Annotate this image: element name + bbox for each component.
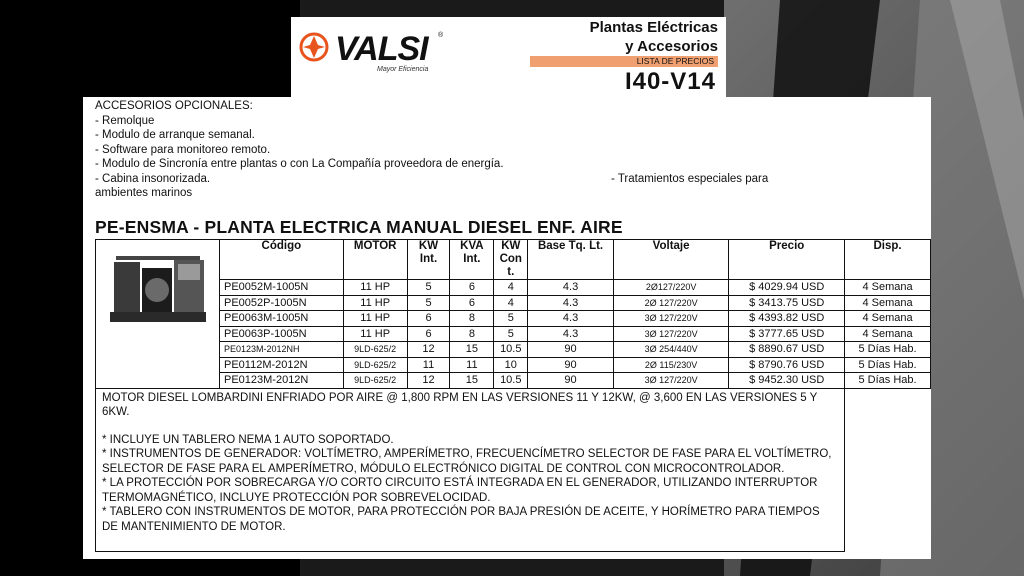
- cell-motor: 11 HP: [343, 280, 407, 296]
- cell-codigo: PE0063M-1005N: [219, 311, 343, 327]
- price-list-header: [291, 17, 726, 97]
- table-row: [96, 311, 931, 327]
- cell-kva-int: 15: [450, 342, 494, 358]
- cell-codigo: PE0063P-1005N: [219, 326, 343, 342]
- table-row: [96, 295, 931, 311]
- header-codigo: Código: [219, 240, 343, 280]
- cell-codigo: PE0052M-1005N: [219, 280, 343, 296]
- cell-voltaje: 2Ø 115/230V: [613, 357, 729, 373]
- cell-codigo: PE0123M-2012NH: [219, 342, 343, 358]
- cell-base-tq: 90: [528, 357, 614, 373]
- cell-codigo: PE0123M-2012N: [219, 373, 343, 389]
- header-kva-int: KVA Int.: [450, 240, 494, 280]
- cell-precio: $ 4393.82 USD: [729, 311, 845, 327]
- cell-voltaje: 3Ø 127/220V: [613, 373, 729, 389]
- brand-slogan: Mayor Eficiencia: [377, 66, 429, 73]
- cell-kva-int: 6: [450, 280, 494, 296]
- cell-motor: 9LD-625/2: [343, 342, 407, 358]
- cell-voltaje: 2Ø127/220V: [613, 280, 729, 296]
- cell-kva-int: 8: [450, 326, 494, 342]
- cell-motor: 11 HP: [343, 311, 407, 327]
- note-bullet: * INSTRUMENTOS DE GENERADOR: VOLTÍMETRO, AMPERÍMETRO, FRECUENCÍMETRO SELECTOR DE FASE PARA EL VOLTÍMETRO, SELECTOR DE FASE PARA EL AMPERÍMETRO, MÓDULO ELECTRÓNICO DIGITAL DE CONTROL CON MICROCONTROLADOR.: [102, 448, 832, 475]
- header-disp: Disp.: [845, 240, 931, 280]
- cell-precio: $ 3777.65 USD: [729, 326, 845, 342]
- generator-image-icon: [104, 252, 210, 330]
- cell-voltaje: 3Ø 127/220V: [613, 326, 729, 342]
- header-title-line2: y Accesorios: [625, 38, 718, 55]
- cell-base-tq: 4.3: [528, 295, 614, 311]
- cell-motor: 11 HP: [343, 326, 407, 342]
- cell-kw-int: 6: [407, 311, 450, 327]
- cell-codigo: PE0052P-1005N: [219, 295, 343, 311]
- brand-name: VALSI: [335, 30, 428, 68]
- cell-kw-int: 12: [407, 342, 450, 358]
- cell-kw-cont: 10.5: [494, 342, 528, 358]
- price-list-code: I40-V14: [624, 68, 716, 95]
- cell-base-tq: 4.3: [528, 280, 614, 296]
- product-table: [95, 239, 931, 552]
- cell-codigo: PE0112M-2012N: [219, 357, 343, 373]
- header-base-tq: Base Tq. Lt.: [528, 240, 614, 280]
- cell-kw-int: 11: [407, 357, 450, 373]
- cell-precio: $ 3413.75 USD: [729, 295, 845, 311]
- cell-disp: 5 Días Hab.: [845, 357, 931, 373]
- cell-kw-cont: 4: [494, 280, 528, 296]
- header-motor: MOTOR: [343, 240, 407, 280]
- accessory-item: - Remolque: [95, 114, 155, 127]
- cell-kw-int: 5: [407, 295, 450, 311]
- cell-kva-int: 6: [450, 295, 494, 311]
- cell-voltaje: 3Ø 127/220V: [613, 311, 729, 327]
- cell-disp: 4 Semana: [845, 295, 931, 311]
- section-title: PE-ENSMA - PLANTA ELECTRICA MANUAL DIESEL ENF. AIRE: [95, 217, 623, 237]
- accessory-item-marine: - Tratamientos especiales para: [611, 173, 769, 185]
- valsi-logo-icon: [299, 32, 329, 62]
- product-notes: [96, 388, 845, 551]
- cell-motor: 9LD-625/2: [343, 373, 407, 389]
- table-row: [96, 280, 931, 296]
- cell-disp: 4 Semana: [845, 280, 931, 296]
- header-kw-int: KW Int.: [407, 240, 450, 280]
- accessory-item: ambientes marinos: [95, 187, 193, 199]
- note-bullet: * TABLERO CON INSTRUMENTOS DE MOTOR, PARA PROTECCIÓN POR BAJA PRESIÓN DE ACEITE, Y HORÍMETRO PARA TIEMPOS DE MANTENIMIENTO DE MOTOR.: [102, 506, 820, 533]
- cell-kw-int: 6: [407, 326, 450, 342]
- cell-kw-cont: 5: [494, 311, 528, 327]
- price-list-label: LISTA DE PRECIOS: [530, 56, 718, 67]
- cell-motor: 9LD-625/2: [343, 357, 407, 373]
- table-header-row: [96, 240, 931, 280]
- accessory-item: - Modulo de Sincronía entre plantas o con La Compañía proveedora de energía.: [95, 158, 504, 170]
- note-bullet: * INCLUYE UN TABLERO NEMA 1 AUTO SOPORTADO.: [102, 433, 394, 446]
- cell-kw-cont: 4: [494, 295, 528, 311]
- cell-precio: $ 8890.67 USD: [729, 342, 845, 358]
- cell-kva-int: 8: [450, 311, 494, 327]
- cell-base-tq: 90: [528, 342, 614, 358]
- price-list-document: [83, 97, 931, 559]
- cell-base-tq: 90: [528, 373, 614, 389]
- note-bullet: * LA PROTECCIÓN POR SOBRECARGA Y/O CORTO CIRCUITO ESTÁ INTEGRADA EN EL GENERADOR, UTILIZANDO INTERRUPTOR TERMOMAGNÉTICO, INCLUYE PROTECCIÓN POR SOBREVELOCIDAD.: [102, 477, 818, 504]
- cell-base-tq: 4.3: [528, 326, 614, 342]
- cell-voltaje: 3Ø 254/440V: [613, 342, 729, 358]
- table-row: [96, 342, 931, 358]
- header-title: [590, 18, 718, 56]
- header-precio: Precio: [729, 240, 845, 280]
- cell-kw-int: 12: [407, 373, 450, 389]
- cell-precio: $ 8790.76 USD: [729, 357, 845, 373]
- table-row: [96, 326, 931, 342]
- table-row: [96, 357, 931, 373]
- table-notes-row: [96, 388, 931, 551]
- cell-kva-int: 15: [450, 373, 494, 389]
- cell-base-tq: 4.3: [528, 311, 614, 327]
- cell-kw-int: 5: [407, 280, 450, 296]
- accessory-item: - Software para monitoreo remoto.: [95, 143, 271, 156]
- accessory-item: - Cabina insonorizada.: [95, 172, 211, 185]
- cell-voltaje: 2Ø 127/220V: [613, 295, 729, 311]
- optional-accessories: [95, 99, 815, 201]
- cell-precio: $ 9452.30 USD: [729, 373, 845, 389]
- motor-note: MOTOR DIESEL LOMBARDINI ENFRIADO POR AIRE @ 1,800 RPM EN LAS VERSIONES 11 Y 12KW, @ 3,600 EN LAS VERSIONES 5 Y 6KW.: [102, 391, 818, 418]
- cell-disp: 5 Días Hab.: [845, 342, 931, 358]
- header-title-line1: Plantas Eléctricas: [589, 19, 718, 36]
- cell-disp: 4 Semana: [845, 311, 931, 327]
- cell-disp: 5 Días Hab.: [845, 373, 931, 389]
- cell-motor: 11 HP: [343, 295, 407, 311]
- cell-kw-cont: 10: [494, 357, 528, 373]
- product-image: [96, 240, 220, 389]
- header-voltaje: Voltaje: [613, 240, 729, 280]
- registered-mark: ®: [438, 32, 444, 39]
- header-kw-cont: KW Con t.: [494, 240, 528, 280]
- accessories-heading: ACCESORIOS OPCIONALES:: [95, 100, 253, 112]
- cell-kva-int: 11: [450, 357, 494, 373]
- cell-precio: $ 4029.94 USD: [729, 280, 845, 296]
- accessory-item: - Modulo de arranque semanal.: [95, 129, 255, 141]
- cell-kw-cont: 5: [494, 326, 528, 342]
- cell-kw-cont: 10.5: [494, 373, 528, 389]
- cell-disp: 4 Semana: [845, 326, 931, 342]
- table-row: [96, 373, 931, 389]
